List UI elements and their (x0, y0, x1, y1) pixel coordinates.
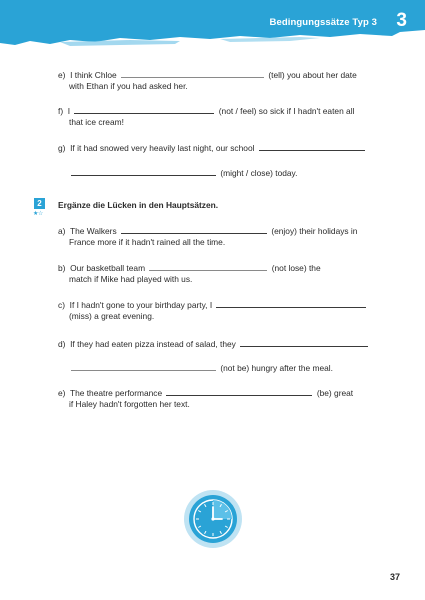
exercise-item-1f-cont: that ice cream! (69, 117, 124, 127)
chapter-title: Bedingungssätze Typ 3 (269, 17, 377, 28)
answer-blank[interactable] (149, 262, 267, 271)
exercise-item-1e-cont: with Ethan if you had asked her. (69, 81, 188, 91)
answer-blank[interactable] (74, 105, 214, 114)
exercise-item-2d: d) If they had eaten pizza instead of salad, they (58, 338, 370, 350)
exercise-item-2e-cont: if Haley hadn't forgotten her text. (69, 399, 190, 409)
chapter-banner (0, 0, 425, 52)
exercise-item-1e: e) I think Chloe (tell) you about her date (58, 70, 357, 80)
exercise-item-2a: a) The Walkers (enjoy) their holidays in (58, 226, 358, 236)
exercise-item-2b-cont: match if Mike had played with us. (69, 274, 193, 284)
answer-blank[interactable] (71, 362, 216, 371)
exercise-item-1f: f) I (not / feel) so sick if I hadn't eaten all (58, 106, 355, 116)
exercise-item-1g: g) If it had snowed very heavily last night, our school (58, 142, 367, 154)
exercise-item-2c-cont: (miss) a great evening. (69, 311, 155, 321)
answer-blank[interactable] (259, 142, 365, 151)
chapter-number: 3 (396, 10, 407, 31)
clock-icon (183, 489, 243, 549)
answer-blank[interactable] (121, 69, 264, 78)
exercise-item-2b: b) Our basketball team (not lose) the (58, 263, 321, 273)
exercise-item-2c: c) If I hadn't gone to your birthday party, I (58, 299, 368, 311)
answer-blank[interactable] (166, 387, 312, 396)
page-number: 37 (389, 572, 400, 582)
exercise-item-2d-cont: (not be) hungry after the meal. (69, 362, 333, 374)
difficulty-stars-icon: ★☆ (33, 211, 43, 217)
exercise-item-2e: e) The theatre performance (be) great (58, 388, 354, 398)
task-number-badge: 2 (34, 198, 45, 209)
answer-blank[interactable] (216, 299, 366, 308)
exercise-item-2a-cont: France more if it hadn't rained all the time. (69, 237, 226, 247)
answer-blank[interactable] (121, 225, 267, 234)
task-instruction: Ergänze die Lücken in den Hauptsätzen. (58, 200, 219, 210)
exercise-item-1g-cont: (might / close) today. (69, 167, 297, 179)
answer-blank[interactable] (71, 167, 216, 176)
answer-blank[interactable] (240, 338, 368, 347)
